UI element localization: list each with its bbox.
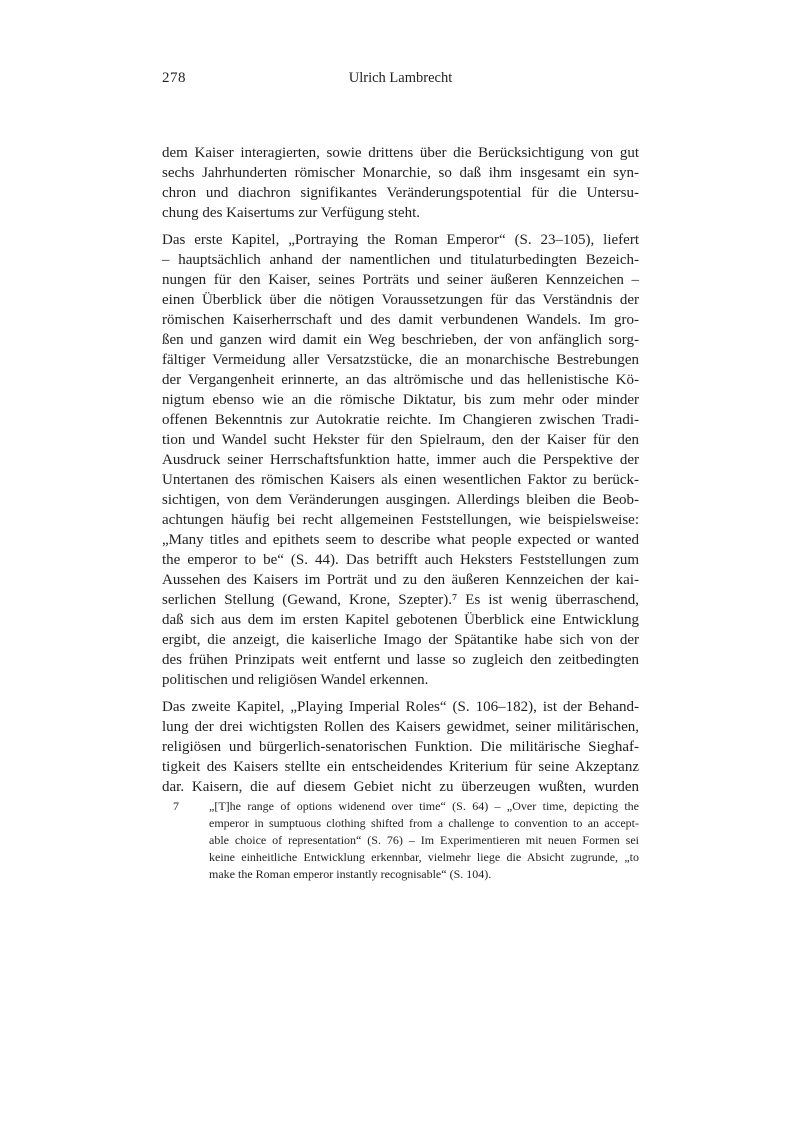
- footnote-text: [209, 798, 639, 883]
- text-line: make the Roman emperor instantly recognisable“ (S. 104).: [209, 867, 492, 881]
- paragraph: [162, 230, 639, 690]
- running-title: Ulrich Lambrecht: [348, 70, 453, 86]
- text-line: keine einheitliche Entwicklung erkennbar, vielmehr liege die Absicht zugrunde, „to: [209, 850, 639, 864]
- text-line: fältiger Vermeidung aller Versatzstücke, die an monarchische Bestrebungen: [162, 352, 639, 368]
- paragraph: [162, 143, 639, 223]
- footnotes-section: [162, 798, 639, 883]
- text-line: Das erste Kapitel, „Portraying the Roman Emperor“ (S. 23–105), liefert: [162, 232, 639, 248]
- text-line: des frühen Prinzipats weit entfernt und lasse so zugleich den zeitbedingten: [162, 652, 639, 668]
- text-line: emperor in sumptuous clothing shifted from a challenge to convention to an accept-: [209, 816, 639, 830]
- text-line: politischen und religiösen Wandel erkennen.: [162, 672, 429, 688]
- page-header: [162, 70, 639, 90]
- text-line: nungen für den Kaiser, seines Porträts und seiner äußeren Kennzeichen –: [162, 272, 639, 288]
- text-line: „[T]he range of options widenend over time“ (S. 64) – „Over time, depicting the: [209, 799, 639, 813]
- text-line: religiösen und bürgerlich-senatorischen Funktion. Die militärische Sieghaf-: [162, 739, 639, 755]
- text-line: der Vergangenheit erinnerte, an das altrömische und das hellenistische Kö-: [162, 372, 639, 388]
- text-line: offenen Bekenntnis zur Autokratie reichte. Im Changieren zwischen Tradi-: [162, 412, 639, 428]
- text-line: einen Überblick über die nötigen Voraussetzungen für das Verständnis der: [162, 292, 639, 308]
- text-line: sichtigen, von dem Veränderungen ausgingen. Allerdings bleiben die Beob-: [162, 492, 639, 508]
- text-line: ßen und ganzen wird damit ein Weg beschrieben, der von anfänglich sorg-: [162, 332, 639, 348]
- text-line: römischen Kaiserherrschaft und des damit verbundenen Wandels. Im gro-: [162, 312, 639, 328]
- text-line: nigtum ebenso wie an die römische Diktatur, bis zum mehr oder minder: [162, 392, 639, 408]
- text-line: serlichen Stellung (Gewand, Krone, Szepter).⁷ Es ist wenig überraschend,: [162, 592, 639, 608]
- text-line: the emperor to be“ (S. 44). Das betrifft auch Heksters Feststellungen zum: [162, 552, 639, 568]
- footnote: [162, 798, 639, 883]
- text-line: lung der drei wichtigsten Rollen des Kaisers gewidmet, seiner militärischen,: [162, 719, 639, 735]
- text-line: Ausdruck seiner Herrschaftsfunktion hatte, immer auch die Perspektive der: [162, 452, 639, 468]
- text-line: dem Kaiser interagierten, sowie drittens über die Berücksichtigung von gut: [162, 145, 639, 161]
- text-line: chron und diachron signifikantes Veränderungspotential für die Untersu-: [162, 185, 639, 201]
- text-line: – hauptsächlich anhand der namentlichen und titulaturbedingten Bezeich-: [162, 252, 639, 268]
- text-line: tigkeit des Kaisers stellte ein entscheidendes Kriterium für seine Akzeptanz: [162, 759, 639, 775]
- text-line: sechs Jahrhunderten römischer Monarchie, so daß ihm insgesamt ein syn-: [162, 165, 639, 181]
- text-line: achtungen häufig bei recht allgemeinen Feststellungen, wie beispielsweise:: [162, 512, 639, 528]
- text-line: Untertanen des römischen Kaisers als einen wesentlichen Faktor zu berück-: [162, 472, 639, 488]
- paragraph: [162, 697, 639, 797]
- body-text: [162, 143, 639, 804]
- footnote-number: 7: [173, 799, 179, 813]
- text-line: tion und Wandel sucht Hekster für den Spielraum, den der Kaiser für den: [162, 432, 639, 448]
- text-line: ergibt, die anzeigt, die kaiserliche Imago der Spätantike habe sich von der: [162, 632, 639, 648]
- text-line: Aussehen des Kaisers im Porträt und zu den äußeren Kennzeichen der kai-: [162, 572, 639, 588]
- text-line: daß sich aus dem im ersten Kapitel gebotenen Überblick eine Entwicklung: [162, 612, 639, 628]
- text-line: Das zweite Kapitel, „Playing Imperial Roles“ (S. 106–182), ist der Behand-: [162, 699, 639, 715]
- text-line: dar. Kaisern, die auf diesem Gebiet nicht zu überzeugen wußten, wurden: [162, 779, 639, 795]
- page-number: 278: [162, 70, 186, 86]
- text-line: „Many titles and epithets seem to describe what people expected or wanted: [162, 532, 639, 548]
- text-line: able choice of representation“ (S. 76) – Im Experimentieren mit neuen Formen sei: [209, 833, 639, 847]
- text-line: chung des Kaisertums zur Verfügung steht.: [162, 205, 421, 221]
